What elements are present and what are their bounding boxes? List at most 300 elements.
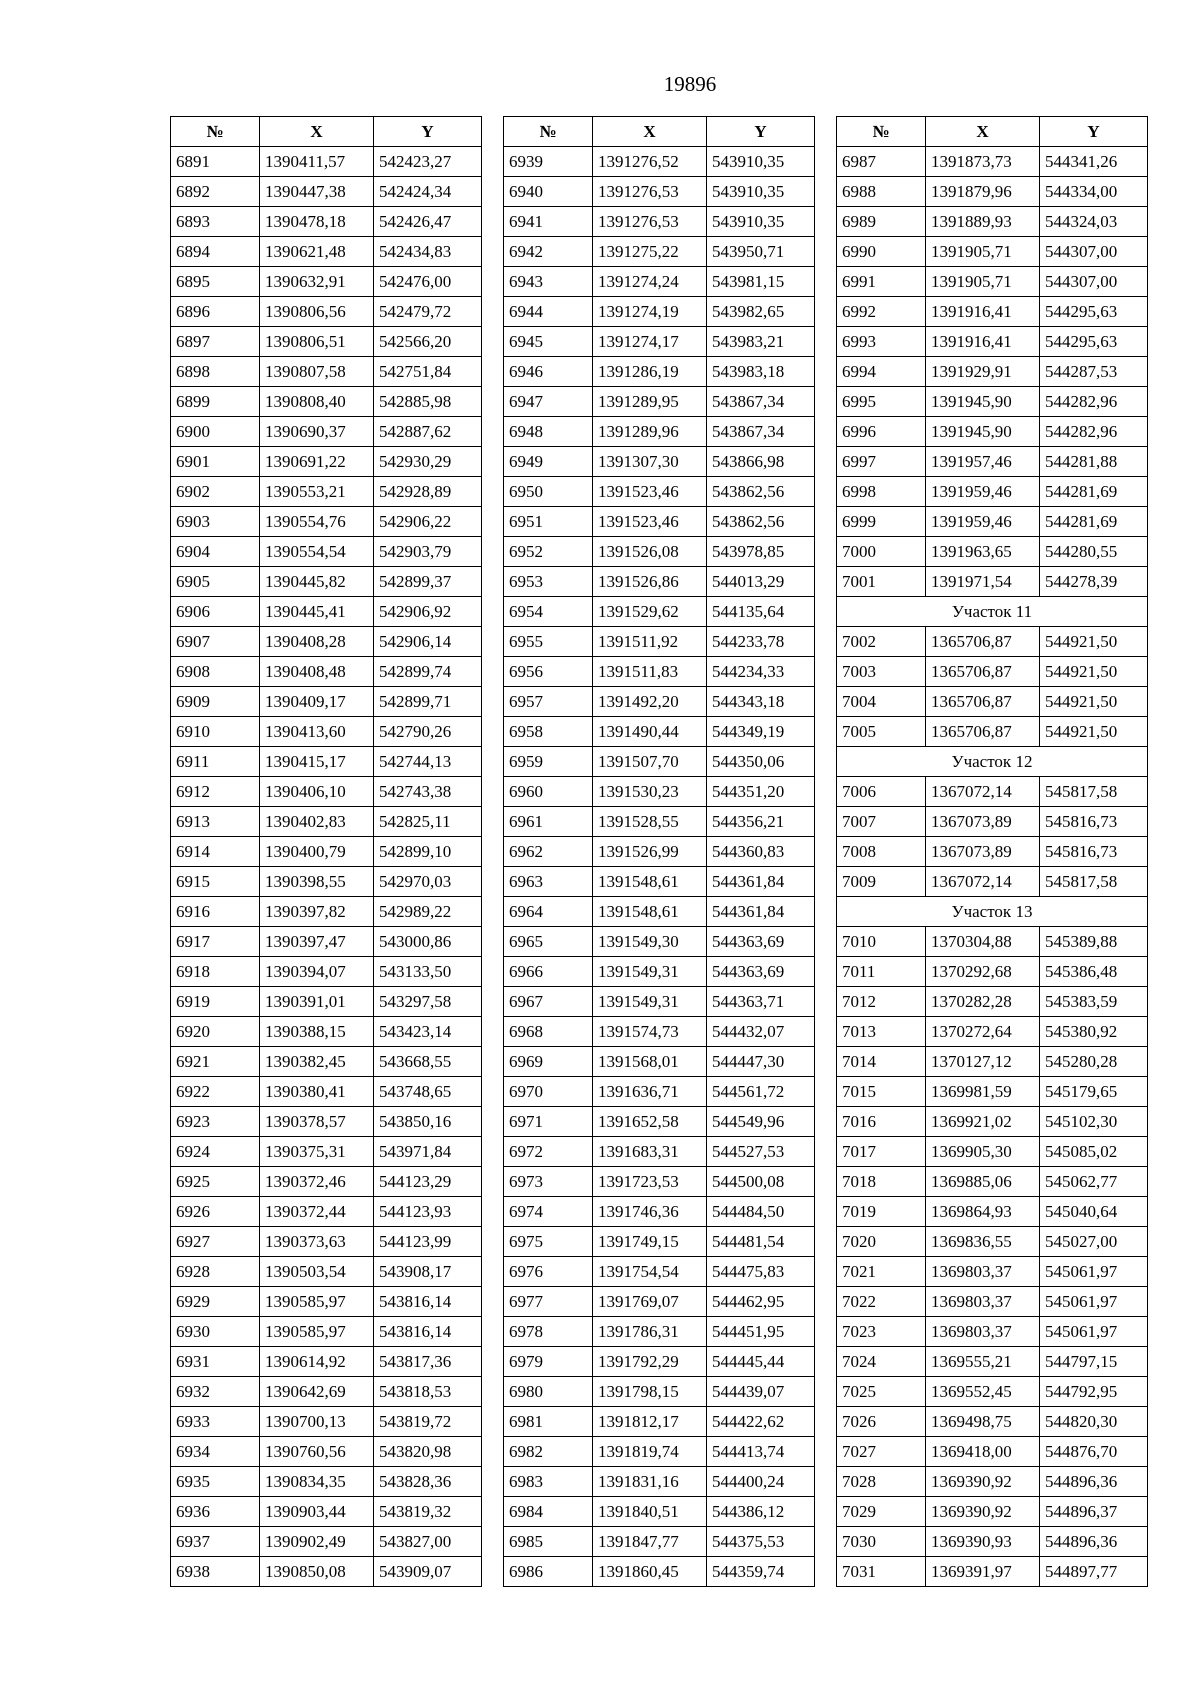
y-coordinate-cell: 545817,58 xyxy=(1040,777,1148,807)
x-coordinate-cell: 1391276,53 xyxy=(593,207,707,237)
table-row xyxy=(837,567,1148,597)
x-coordinate-cell: 1391798,15 xyxy=(593,1377,707,1407)
y-coordinate-cell: 544896,36 xyxy=(1040,1527,1148,1557)
point-number-cell: 7013 xyxy=(837,1017,926,1047)
y-coordinate-cell: 544400,24 xyxy=(707,1467,815,1497)
coordinates-table-3 xyxy=(836,116,1148,1587)
x-coordinate-cell: 1391289,95 xyxy=(593,387,707,417)
point-number-cell: 6972 xyxy=(504,1137,593,1167)
x-coordinate-cell: 1390408,28 xyxy=(260,627,374,657)
header-row xyxy=(837,117,1148,147)
x-coordinate-cell: 1365706,87 xyxy=(926,687,1040,717)
x-coordinate-cell: 1390406,10 xyxy=(260,777,374,807)
x-coordinate-cell: 1391526,99 xyxy=(593,837,707,867)
point-number-cell: 7000 xyxy=(837,537,926,567)
y-coordinate-cell: 544363,69 xyxy=(707,957,815,987)
table-row xyxy=(837,1077,1148,1107)
table-row xyxy=(171,237,482,267)
table-row xyxy=(837,1137,1148,1167)
x-coordinate-cell: 1391792,29 xyxy=(593,1347,707,1377)
table-row xyxy=(837,837,1148,867)
table-row xyxy=(504,237,815,267)
header-number: № xyxy=(837,117,926,147)
point-number-cell: 6975 xyxy=(504,1227,593,1257)
table-row xyxy=(171,657,482,687)
section-row xyxy=(837,597,1148,627)
y-coordinate-cell: 543297,58 xyxy=(374,987,482,1017)
table-row xyxy=(837,1317,1148,1347)
x-coordinate-cell: 1390503,54 xyxy=(260,1257,374,1287)
section-label: Участок 12 xyxy=(837,747,1148,777)
point-number-cell: 7023 xyxy=(837,1317,926,1347)
x-coordinate-cell: 1369921,02 xyxy=(926,1107,1040,1137)
table-row xyxy=(504,1287,815,1317)
point-number-cell: 6934 xyxy=(171,1437,260,1467)
point-number-cell: 6989 xyxy=(837,207,926,237)
y-coordinate-cell: 544307,00 xyxy=(1040,237,1148,267)
table-body xyxy=(837,147,1148,1587)
point-number-cell: 6893 xyxy=(171,207,260,237)
point-number-cell: 6927 xyxy=(171,1227,260,1257)
y-coordinate-cell: 544363,71 xyxy=(707,987,815,1017)
x-coordinate-cell: 1391289,96 xyxy=(593,417,707,447)
table-row xyxy=(837,1197,1148,1227)
point-number-cell: 6998 xyxy=(837,477,926,507)
table-row xyxy=(837,1437,1148,1467)
y-coordinate-cell: 545061,97 xyxy=(1040,1257,1148,1287)
header-y: Y xyxy=(1040,117,1148,147)
y-coordinate-cell: 542928,89 xyxy=(374,477,482,507)
table-row xyxy=(171,957,482,987)
y-coordinate-cell: 544356,21 xyxy=(707,807,815,837)
y-coordinate-cell: 542899,10 xyxy=(374,837,482,867)
y-coordinate-cell: 544281,88 xyxy=(1040,447,1148,477)
table-row xyxy=(504,897,815,927)
x-coordinate-cell: 1391276,52 xyxy=(593,147,707,177)
point-number-cell: 6984 xyxy=(504,1497,593,1527)
y-coordinate-cell: 543862,56 xyxy=(707,507,815,537)
x-coordinate-cell: 1369390,92 xyxy=(926,1467,1040,1497)
x-coordinate-cell: 1390382,45 xyxy=(260,1047,374,1077)
point-number-cell: 6960 xyxy=(504,777,593,807)
point-number-cell: 6971 xyxy=(504,1107,593,1137)
y-coordinate-cell: 544123,29 xyxy=(374,1167,482,1197)
y-coordinate-cell: 543827,00 xyxy=(374,1527,482,1557)
point-number-cell: 6899 xyxy=(171,387,260,417)
x-coordinate-cell: 1390408,48 xyxy=(260,657,374,687)
table-row xyxy=(171,1107,482,1137)
point-number-cell: 7001 xyxy=(837,567,926,597)
y-coordinate-cell: 544561,72 xyxy=(707,1077,815,1107)
point-number-cell: 7030 xyxy=(837,1527,926,1557)
table-body xyxy=(504,147,815,1587)
y-coordinate-cell: 542423,27 xyxy=(374,147,482,177)
point-number-cell: 7027 xyxy=(837,1437,926,1467)
table-row xyxy=(171,297,482,327)
x-coordinate-cell: 1391683,31 xyxy=(593,1137,707,1167)
point-number-cell: 6928 xyxy=(171,1257,260,1287)
x-coordinate-cell: 1391286,19 xyxy=(593,357,707,387)
point-number-cell: 6929 xyxy=(171,1287,260,1317)
table-row xyxy=(171,1377,482,1407)
y-coordinate-cell: 542899,74 xyxy=(374,657,482,687)
x-coordinate-cell: 1390632,91 xyxy=(260,267,374,297)
point-number-cell: 6958 xyxy=(504,717,593,747)
x-coordinate-cell: 1391523,46 xyxy=(593,507,707,537)
x-coordinate-cell: 1365706,87 xyxy=(926,657,1040,687)
point-number-cell: 6905 xyxy=(171,567,260,597)
y-coordinate-cell: 544234,33 xyxy=(707,657,815,687)
point-number-cell: 6953 xyxy=(504,567,593,597)
point-number-cell: 6995 xyxy=(837,387,926,417)
point-number-cell: 7031 xyxy=(837,1557,926,1587)
x-coordinate-cell: 1369905,30 xyxy=(926,1137,1040,1167)
y-coordinate-cell: 542906,92 xyxy=(374,597,482,627)
table-row xyxy=(504,1347,815,1377)
point-number-cell: 6952 xyxy=(504,537,593,567)
table-row xyxy=(837,537,1148,567)
y-coordinate-cell: 543820,98 xyxy=(374,1437,482,1467)
table-row xyxy=(504,927,815,957)
point-number-cell: 6961 xyxy=(504,807,593,837)
x-coordinate-cell: 1370304,88 xyxy=(926,927,1040,957)
point-number-cell: 6903 xyxy=(171,507,260,537)
table-row xyxy=(504,297,815,327)
point-number-cell: 6986 xyxy=(504,1557,593,1587)
point-number-cell: 6904 xyxy=(171,537,260,567)
point-number-cell: 6920 xyxy=(171,1017,260,1047)
x-coordinate-cell: 1390413,60 xyxy=(260,717,374,747)
point-number-cell: 6978 xyxy=(504,1317,593,1347)
x-coordinate-cell: 1391860,45 xyxy=(593,1557,707,1587)
x-coordinate-cell: 1367073,89 xyxy=(926,837,1040,867)
x-coordinate-cell: 1367072,14 xyxy=(926,867,1040,897)
table-row xyxy=(171,837,482,867)
point-number-cell: 6936 xyxy=(171,1497,260,1527)
point-number-cell: 6996 xyxy=(837,417,926,447)
y-coordinate-cell: 543982,65 xyxy=(707,297,815,327)
section-row xyxy=(837,897,1148,927)
point-number-cell: 7018 xyxy=(837,1167,926,1197)
point-number-cell: 6967 xyxy=(504,987,593,1017)
table-row xyxy=(504,1377,815,1407)
x-coordinate-cell: 1390690,37 xyxy=(260,417,374,447)
table-row xyxy=(504,1047,815,1077)
point-number-cell: 6933 xyxy=(171,1407,260,1437)
section-label: Участок 11 xyxy=(837,597,1148,627)
point-number-cell: 6892 xyxy=(171,177,260,207)
y-coordinate-cell: 544921,50 xyxy=(1040,687,1148,717)
x-coordinate-cell: 1390388,15 xyxy=(260,1017,374,1047)
x-coordinate-cell: 1391549,31 xyxy=(593,957,707,987)
y-coordinate-cell: 544820,30 xyxy=(1040,1407,1148,1437)
x-coordinate-cell: 1390380,41 xyxy=(260,1077,374,1107)
x-coordinate-cell: 1391769,07 xyxy=(593,1287,707,1317)
point-number-cell: 6896 xyxy=(171,297,260,327)
y-coordinate-cell: 542970,03 xyxy=(374,867,482,897)
x-coordinate-cell: 1391754,54 xyxy=(593,1257,707,1287)
point-number-cell: 6980 xyxy=(504,1377,593,1407)
y-coordinate-cell: 544123,99 xyxy=(374,1227,482,1257)
table-row xyxy=(504,987,815,1017)
table-row xyxy=(171,567,482,597)
point-number-cell: 6912 xyxy=(171,777,260,807)
x-coordinate-cell: 1390585,97 xyxy=(260,1287,374,1317)
y-coordinate-cell: 542476,00 xyxy=(374,267,482,297)
x-coordinate-cell: 1390700,13 xyxy=(260,1407,374,1437)
y-coordinate-cell: 544375,53 xyxy=(707,1527,815,1557)
y-coordinate-cell: 543000,86 xyxy=(374,927,482,957)
y-coordinate-cell: 544307,00 xyxy=(1040,267,1148,297)
table-row xyxy=(171,507,482,537)
point-number-cell: 7003 xyxy=(837,657,926,687)
y-coordinate-cell: 545386,48 xyxy=(1040,957,1148,987)
y-coordinate-cell: 545389,88 xyxy=(1040,927,1148,957)
table-row xyxy=(504,477,815,507)
point-number-cell: 6968 xyxy=(504,1017,593,1047)
point-number-cell: 6907 xyxy=(171,627,260,657)
y-coordinate-cell: 543867,34 xyxy=(707,417,815,447)
table-row xyxy=(504,867,815,897)
table-row xyxy=(504,1167,815,1197)
x-coordinate-cell: 1391274,24 xyxy=(593,267,707,297)
y-coordinate-cell: 544278,39 xyxy=(1040,567,1148,597)
y-coordinate-cell: 545102,30 xyxy=(1040,1107,1148,1137)
y-coordinate-cell: 543910,35 xyxy=(707,147,815,177)
x-coordinate-cell: 1390411,57 xyxy=(260,147,374,177)
x-coordinate-cell: 1391574,73 xyxy=(593,1017,707,1047)
x-coordinate-cell: 1390398,55 xyxy=(260,867,374,897)
y-coordinate-cell: 542903,79 xyxy=(374,537,482,567)
y-coordinate-cell: 542899,71 xyxy=(374,687,482,717)
table-row xyxy=(504,627,815,657)
table-row xyxy=(504,1437,815,1467)
point-number-cell: 6901 xyxy=(171,447,260,477)
table-row xyxy=(171,147,482,177)
point-number-cell: 6973 xyxy=(504,1167,593,1197)
x-coordinate-cell: 1390373,63 xyxy=(260,1227,374,1257)
point-number-cell: 6931 xyxy=(171,1347,260,1377)
x-coordinate-cell: 1390445,41 xyxy=(260,597,374,627)
table-row xyxy=(171,1077,482,1107)
y-coordinate-cell: 544422,62 xyxy=(707,1407,815,1437)
point-number-cell: 6930 xyxy=(171,1317,260,1347)
table-body xyxy=(171,147,482,1587)
coordinates-table-2 xyxy=(503,116,815,1587)
table-row xyxy=(504,567,815,597)
y-coordinate-cell: 544481,54 xyxy=(707,1227,815,1257)
x-coordinate-cell: 1391526,86 xyxy=(593,567,707,597)
x-coordinate-cell: 1391530,23 xyxy=(593,777,707,807)
table-row xyxy=(171,1167,482,1197)
y-coordinate-cell: 543981,15 xyxy=(707,267,815,297)
x-coordinate-cell: 1391275,22 xyxy=(593,237,707,267)
x-coordinate-cell: 1391959,46 xyxy=(926,507,1040,537)
y-coordinate-cell: 545062,77 xyxy=(1040,1167,1148,1197)
point-number-cell: 6924 xyxy=(171,1137,260,1167)
table-row xyxy=(171,897,482,927)
x-coordinate-cell: 1390409,17 xyxy=(260,687,374,717)
point-number-cell: 7026 xyxy=(837,1407,926,1437)
table-row xyxy=(504,717,815,747)
point-number-cell: 6997 xyxy=(837,447,926,477)
x-coordinate-cell: 1391831,16 xyxy=(593,1467,707,1497)
y-coordinate-cell: 545816,73 xyxy=(1040,837,1148,867)
point-number-cell: 6970 xyxy=(504,1077,593,1107)
y-coordinate-cell: 544363,69 xyxy=(707,927,815,957)
point-number-cell: 6891 xyxy=(171,147,260,177)
table-row xyxy=(504,597,815,627)
point-number-cell: 6976 xyxy=(504,1257,593,1287)
x-coordinate-cell: 1390397,82 xyxy=(260,897,374,927)
point-number-cell: 6900 xyxy=(171,417,260,447)
header-y: Y xyxy=(707,117,815,147)
x-coordinate-cell: 1390553,21 xyxy=(260,477,374,507)
table-row xyxy=(837,807,1148,837)
y-coordinate-cell: 543909,07 xyxy=(374,1557,482,1587)
point-number-cell: 6923 xyxy=(171,1107,260,1137)
y-coordinate-cell: 543983,18 xyxy=(707,357,815,387)
header-row xyxy=(504,117,815,147)
y-coordinate-cell: 544295,63 xyxy=(1040,297,1148,327)
table-row xyxy=(171,1047,482,1077)
point-number-cell: 7006 xyxy=(837,777,926,807)
table-row xyxy=(837,477,1148,507)
table-row xyxy=(171,267,482,297)
y-coordinate-cell: 542434,83 xyxy=(374,237,482,267)
table-row xyxy=(171,1497,482,1527)
x-coordinate-cell: 1369391,97 xyxy=(926,1557,1040,1587)
table-row xyxy=(171,807,482,837)
table-row xyxy=(504,447,815,477)
header-x: X xyxy=(926,117,1040,147)
x-coordinate-cell: 1390902,49 xyxy=(260,1527,374,1557)
table-row xyxy=(837,447,1148,477)
point-number-cell: 7028 xyxy=(837,1467,926,1497)
y-coordinate-cell: 543866,98 xyxy=(707,447,815,477)
table-row xyxy=(837,357,1148,387)
point-number-cell: 6990 xyxy=(837,237,926,267)
table-row xyxy=(837,297,1148,327)
table-row xyxy=(504,1257,815,1287)
x-coordinate-cell: 1391276,53 xyxy=(593,177,707,207)
y-coordinate-cell: 544921,50 xyxy=(1040,627,1148,657)
table-row xyxy=(504,957,815,987)
y-coordinate-cell: 543908,17 xyxy=(374,1257,482,1287)
y-coordinate-cell: 543983,21 xyxy=(707,327,815,357)
x-coordinate-cell: 1390806,51 xyxy=(260,327,374,357)
table-row xyxy=(504,417,815,447)
table-row xyxy=(837,1047,1148,1077)
table-row xyxy=(837,657,1148,687)
table-row xyxy=(837,237,1148,267)
x-coordinate-cell: 1369498,75 xyxy=(926,1407,1040,1437)
x-coordinate-cell: 1391819,74 xyxy=(593,1437,707,1467)
point-number-cell: 6939 xyxy=(504,147,593,177)
point-number-cell: 6910 xyxy=(171,717,260,747)
point-number-cell: 6932 xyxy=(171,1377,260,1407)
point-number-cell: 6898 xyxy=(171,357,260,387)
x-coordinate-cell: 1391963,65 xyxy=(926,537,1040,567)
x-coordinate-cell: 1370292,68 xyxy=(926,957,1040,987)
x-coordinate-cell: 1391929,91 xyxy=(926,357,1040,387)
table-row xyxy=(837,1107,1148,1137)
table-row xyxy=(504,1557,815,1587)
y-coordinate-cell: 544280,55 xyxy=(1040,537,1148,567)
y-coordinate-cell: 544439,07 xyxy=(707,1377,815,1407)
x-coordinate-cell: 1390400,79 xyxy=(260,837,374,867)
point-number-cell: 6966 xyxy=(504,957,593,987)
y-coordinate-cell: 544233,78 xyxy=(707,627,815,657)
y-coordinate-cell: 542906,22 xyxy=(374,507,482,537)
y-coordinate-cell: 544324,03 xyxy=(1040,207,1148,237)
point-number-cell: 6937 xyxy=(171,1527,260,1557)
x-coordinate-cell: 1391511,92 xyxy=(593,627,707,657)
x-coordinate-cell: 1391889,93 xyxy=(926,207,1040,237)
table-row xyxy=(171,597,482,627)
point-number-cell: 6982 xyxy=(504,1437,593,1467)
x-coordinate-cell: 1390554,76 xyxy=(260,507,374,537)
table-row xyxy=(837,927,1148,957)
table-row xyxy=(504,207,815,237)
point-number-cell: 7017 xyxy=(837,1137,926,1167)
x-coordinate-cell: 1391945,90 xyxy=(926,417,1040,447)
point-number-cell: 6917 xyxy=(171,927,260,957)
point-number-cell: 6894 xyxy=(171,237,260,267)
x-coordinate-cell: 1391490,44 xyxy=(593,717,707,747)
table-row xyxy=(837,267,1148,297)
x-coordinate-cell: 1369552,45 xyxy=(926,1377,1040,1407)
point-number-cell: 6946 xyxy=(504,357,593,387)
y-coordinate-cell: 542744,13 xyxy=(374,747,482,777)
table-row xyxy=(837,987,1148,1017)
point-number-cell: 7025 xyxy=(837,1377,926,1407)
x-coordinate-cell: 1367073,89 xyxy=(926,807,1040,837)
x-coordinate-cell: 1365706,87 xyxy=(926,717,1040,747)
header-row xyxy=(171,117,482,147)
section-row xyxy=(837,747,1148,777)
table-row xyxy=(504,177,815,207)
y-coordinate-cell: 544462,95 xyxy=(707,1287,815,1317)
table-row xyxy=(171,387,482,417)
table-row xyxy=(504,1017,815,1047)
y-coordinate-cell: 542743,38 xyxy=(374,777,482,807)
point-number-cell: 7029 xyxy=(837,1497,926,1527)
point-number-cell: 7010 xyxy=(837,927,926,957)
y-coordinate-cell: 543668,55 xyxy=(374,1047,482,1077)
y-coordinate-cell: 543850,16 xyxy=(374,1107,482,1137)
table-row xyxy=(171,927,482,957)
x-coordinate-cell: 1390394,07 xyxy=(260,957,374,987)
table-row xyxy=(171,327,482,357)
point-number-cell: 6916 xyxy=(171,897,260,927)
x-coordinate-cell: 1390415,17 xyxy=(260,747,374,777)
x-coordinate-cell: 1369803,37 xyxy=(926,1317,1040,1347)
point-number-cell: 6944 xyxy=(504,297,593,327)
header-number: № xyxy=(504,117,593,147)
y-coordinate-cell: 542906,14 xyxy=(374,627,482,657)
y-coordinate-cell: 544350,06 xyxy=(707,747,815,777)
y-coordinate-cell: 544921,50 xyxy=(1040,717,1148,747)
table-row xyxy=(504,777,815,807)
point-number-cell: 7008 xyxy=(837,837,926,867)
table-row xyxy=(171,1467,482,1497)
y-coordinate-cell: 543828,36 xyxy=(374,1467,482,1497)
y-coordinate-cell: 542989,22 xyxy=(374,897,482,927)
y-coordinate-cell: 544334,00 xyxy=(1040,177,1148,207)
point-number-cell: 6969 xyxy=(504,1047,593,1077)
point-number-cell: 6948 xyxy=(504,417,593,447)
